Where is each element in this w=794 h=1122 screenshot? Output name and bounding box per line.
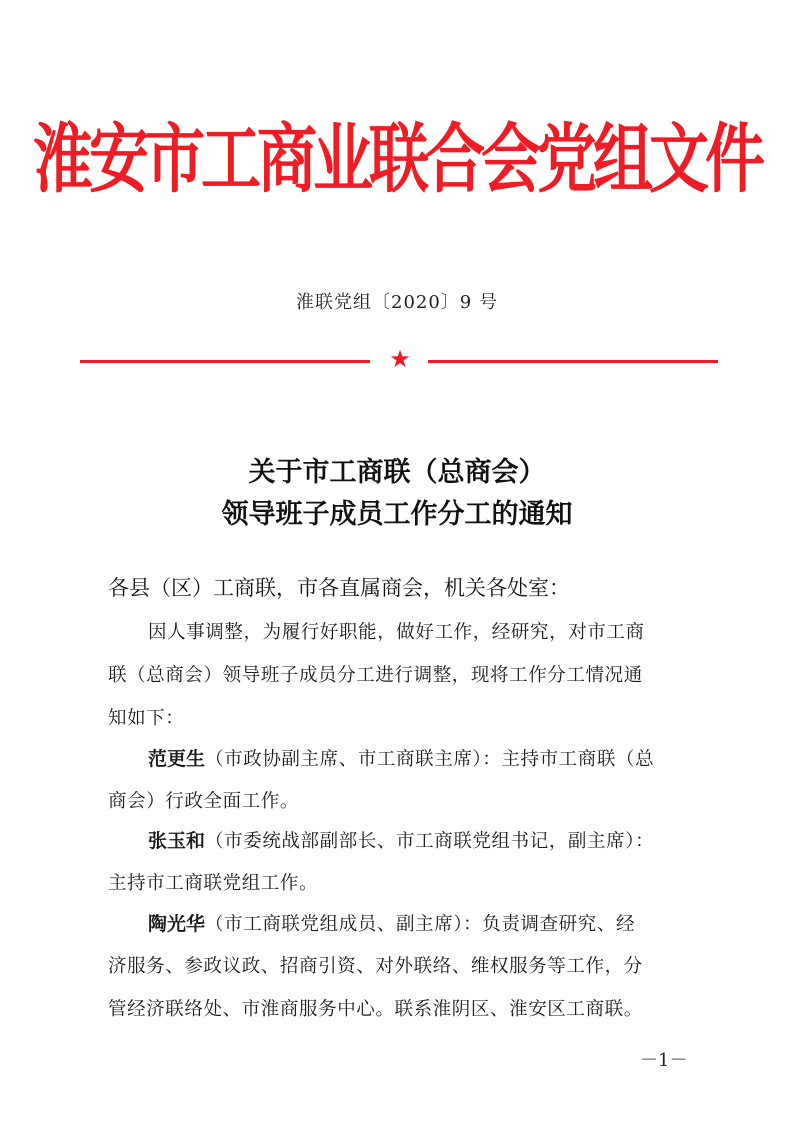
star-icon: ★: [389, 345, 411, 373]
person-name: 范更生: [148, 748, 206, 770]
person-name: 张玉和: [148, 830, 206, 852]
assignment-paragraph-3: [148, 909, 635, 936]
assignment-text: （市工商联党组成员、副主席）：负责调查研究、经: [205, 914, 636, 935]
notice-title-line-1: 关于市工商联（总商会）: [248, 457, 546, 488]
assignment-paragraph-2: [148, 826, 654, 853]
assignment-paragraph-3-cont-2: 管经济联络处、市淮商服务中心。联系淮阴区、淮安区工商联。: [108, 999, 643, 1020]
intro-line-3: 知如下：: [108, 708, 185, 729]
person-name: 陶光华: [148, 913, 206, 935]
notice-title-line-2: 领导班子成员工作分工的通知: [221, 499, 573, 530]
assignment-paragraph-3-cont-1: 济服务、参政议政、招商引资、对外联络、维权服务等工作，分: [108, 956, 643, 977]
intro-line-2: 联（总商会）领导班子成员分工进行调整，现将工作分工情况通: [108, 665, 643, 686]
red-header-title: 淮安市工商业联合会党组文件: [33, 116, 761, 204]
document-number: 淮联党组〔2020〕9 号: [296, 292, 498, 313]
page-number: －1－: [640, 1050, 688, 1071]
intro-line-1: 因人事调整，为履行好职能，做好工作，经研究，对市工商: [148, 622, 645, 643]
assignment-paragraph-1-cont: 商会）行政全面工作。: [108, 791, 300, 812]
assignment-paragraph-1: [148, 744, 654, 771]
salutation: 各县（区）工商联，市各直属商会，机关各处室：: [108, 576, 570, 600]
assignment-paragraph-2-cont: 主持市工商联党组工作。: [108, 873, 319, 894]
assignment-text: （市政协副主席、市工商联主席）：主持市工商联（总: [205, 749, 655, 770]
red-divider-left: [80, 360, 370, 363]
red-divider-right: [428, 360, 718, 363]
assignment-text: （市委统战部副部长、市工商联党组书记，副主席）：: [205, 831, 655, 852]
